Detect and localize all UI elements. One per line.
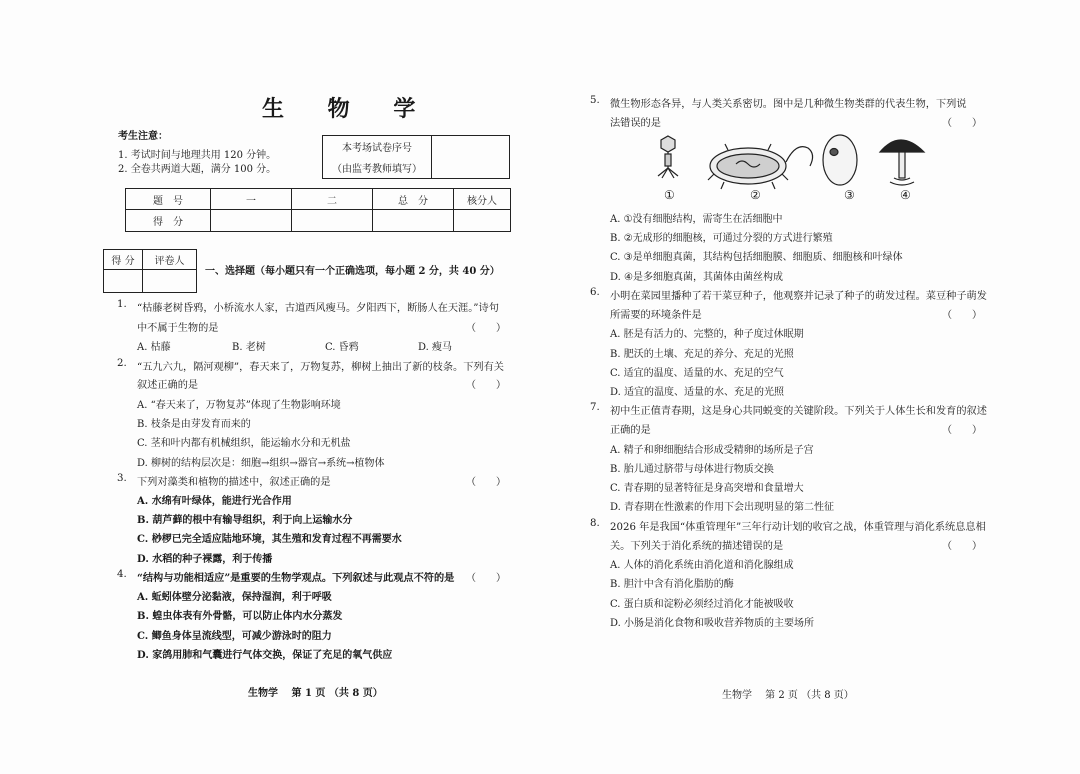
score-header-checker: 核分人	[454, 189, 511, 210]
question-number: 4.	[117, 569, 127, 580]
answer-parentheses: （ ）	[466, 477, 506, 488]
figure-label-2: ②	[750, 188, 761, 202]
right-page	[540, 0, 1080, 774]
option: C. 桫椤已完全适应陆地环境，其生殖和发育过程不再需要水	[137, 534, 402, 545]
grader-cell	[143, 270, 197, 293]
option: B. ②无成形的细胞核，可通过分裂的方式进行繁殖	[610, 233, 833, 244]
score-cell	[373, 210, 454, 232]
grader-box	[103, 249, 197, 293]
mushroom-drawing	[880, 140, 924, 185]
option: B. 枝条是由芽发育而来的	[137, 419, 251, 430]
option: C. 适宜的温度、适量的水、充足的空气	[610, 368, 784, 379]
bacterium-drawing	[708, 144, 813, 189]
seat-number-box	[322, 135, 510, 179]
answer-parentheses: （ ）	[466, 323, 506, 334]
question-stem: 法错误的是	[610, 118, 661, 129]
question-stem: “结构与功能相适应”是重要的生物学观点。下列叙述与此观点不符的是	[137, 572, 455, 584]
section-title: 一、选择题（每小题只有一个正确选项，每小题 2 分，共 40 分）	[205, 266, 500, 277]
option: D. 水稻的种子裸露，利于传播	[137, 554, 273, 565]
option: C. 茎和叶内都有机械组织，能运输水分和无机盐	[137, 438, 351, 449]
option: D. 家鸽用肺和气囊进行气体交换，保证了充足的氧气供应	[137, 650, 393, 661]
seat-box-line2: （由监考教师填写）	[332, 164, 422, 175]
question-number: 7.	[590, 402, 600, 413]
score-table	[125, 188, 511, 232]
question-stem: “五九六九，隔河观柳”，春天来了，万物复苏，柳树上抽出了新的枝条。下列有关	[137, 362, 504, 373]
question-stem: “枯藤老树昏鸦，小桥流水人家，古道西风瘦马。夕阳西下，断肠人在天涯。”诗句	[137, 303, 499, 314]
exam-title: 生 物 学	[262, 96, 434, 122]
question-number: 2.	[117, 358, 127, 369]
option: D. ④是多细胞真菌，其菌体由菌丝构成	[610, 272, 783, 283]
option: D. 适宜的温度、适量的水、充足的光照	[610, 387, 785, 398]
figure-label-3: ③	[844, 188, 855, 202]
question-stem: 小明在菜园里播种了若干菜豆种子，他观察并记录了种子的萌发过程。菜豆种子萌发	[610, 291, 987, 302]
question-stem: 2026 年是我国“体重管理年”三年行动计划的收官之战，体重管理与消化系统息息相	[610, 522, 986, 533]
option: B. 胆汁中含有消化脂肪的酶	[610, 579, 734, 590]
answer-parentheses: （ ）	[942, 541, 982, 552]
score-row-label: 得 分	[126, 210, 211, 232]
question-stem: 初中生正值青春期，这是身心共同蜕变的关键阶段。下列关于人体生长和发育的叙述	[610, 406, 987, 417]
option: D. 小肠是消化食物和吸收营养物质的主要场所	[610, 618, 815, 629]
question-stem: 正确的是	[610, 425, 651, 436]
answer-parentheses: （ ）	[942, 310, 982, 321]
option: B. 葫芦藓的根中有输导组织，利于向上运输水分	[137, 515, 353, 526]
score-header-total: 总 分	[373, 189, 454, 210]
score-header-part1: 一	[211, 189, 292, 210]
option: A. ①没有细胞结构，需寄生在活细胞中	[610, 214, 783, 225]
option: C. 蛋白质和淀粉必须经过消化才能被吸收	[610, 599, 794, 610]
question-stem: 微生物形态各异，与人类关系密切。图中是几种微生物类群的代表生物，下列说	[610, 99, 967, 110]
yeast-drawing	[823, 135, 857, 185]
answer-parentheses: （ ）	[942, 118, 982, 129]
option: A. 水绵有叶绿体，能进行光合作用	[137, 496, 292, 507]
score-header-part2: 二	[292, 189, 373, 210]
microorganism-figure	[632, 128, 932, 202]
page-footer: 生物学 第 1 页 （共 8 页）	[248, 688, 383, 699]
score-cell	[211, 210, 292, 232]
figure-label-4: ④	[900, 188, 911, 202]
notice-heading: 考生注意：	[118, 131, 168, 142]
question-stem: 中不属于生物的是	[137, 323, 219, 334]
option: B. 蝗虫体表有外骨骼，可以防止体内水分蒸发	[137, 611, 343, 622]
option: D. 柳树的结构层次是：细胞→组织→器官→系统→植物体	[137, 458, 385, 469]
option: A. 人体的消化系统由消化道和消化腺组成	[610, 560, 794, 571]
option: B. 肥沃的土壤、充足的养分、充足的光照	[610, 349, 794, 360]
question-stem: 所需要的环境条件是	[610, 310, 702, 321]
option: A. “春天来了，万物复苏”体现了生物影响环境	[137, 400, 341, 411]
page-footer: 生物学 第 2 页 （共 8 页）	[722, 690, 854, 701]
answer-parentheses: （ ）	[942, 425, 982, 436]
option: C. 昏鸦	[325, 342, 359, 353]
question-number: 8.	[590, 518, 600, 529]
grader-label: 评卷人	[143, 250, 197, 270]
figure-label-1: ①	[664, 188, 675, 202]
seat-box-blank	[432, 136, 510, 179]
score-cell	[454, 210, 511, 232]
question-stem: 叙述正确的是	[137, 380, 199, 391]
question-number: 5.	[590, 95, 600, 106]
seat-box-line1: 本考场试卷序号	[342, 143, 412, 154]
question-stem: 关。下列关于消化系统的描述错误的是	[610, 541, 784, 552]
virus-drawing	[658, 136, 678, 178]
notice-item-2: 2. 全卷共两道大题，满分 100 分。	[118, 164, 277, 175]
question-number: 6.	[590, 287, 600, 298]
question-number: 1.	[117, 299, 127, 310]
option: B. 老树	[232, 342, 266, 353]
grader-cell	[104, 270, 143, 293]
option: C. ③是单细胞真菌，其结构包括细胞膜、细胞质、细胞核和叶绿体	[610, 252, 903, 263]
answer-parentheses: （ ）	[466, 380, 506, 391]
option: A. 蚯蚓体壁分泌黏液，保持湿润，利于呼吸	[137, 592, 332, 603]
option: D. 瘦马	[418, 342, 453, 353]
option: C. 鲫鱼身体呈流线型，可减少游泳时的阻力	[137, 631, 332, 642]
grader-score-label: 得 分	[104, 250, 143, 270]
question-stem: 下列对藻类和植物的描述中，叙述正确的是	[137, 477, 331, 488]
option: A. 精子和卵细胞结合形成受精卵的场所是子宫	[610, 445, 814, 456]
option: A. 胚是有活力的、完整的，种子度过休眠期	[610, 329, 804, 340]
score-cell	[292, 210, 373, 232]
option: A. 枯藤	[137, 342, 171, 353]
seat-box-label	[323, 136, 432, 179]
option: D. 青春期在性激素的作用下会出现明显的第二性征	[610, 502, 835, 513]
answer-parentheses: （ ）	[466, 573, 506, 584]
option: B. 胎儿通过脐带与母体进行物质交换	[610, 464, 774, 475]
option: C. 青春期的显著特征是身高突增和食量增大	[610, 483, 804, 494]
notice-item-1: 1. 考试时间与地理共用 120 分钟。	[118, 150, 277, 161]
score-header-item: 题 号	[126, 189, 211, 210]
question-number: 3.	[117, 473, 127, 484]
